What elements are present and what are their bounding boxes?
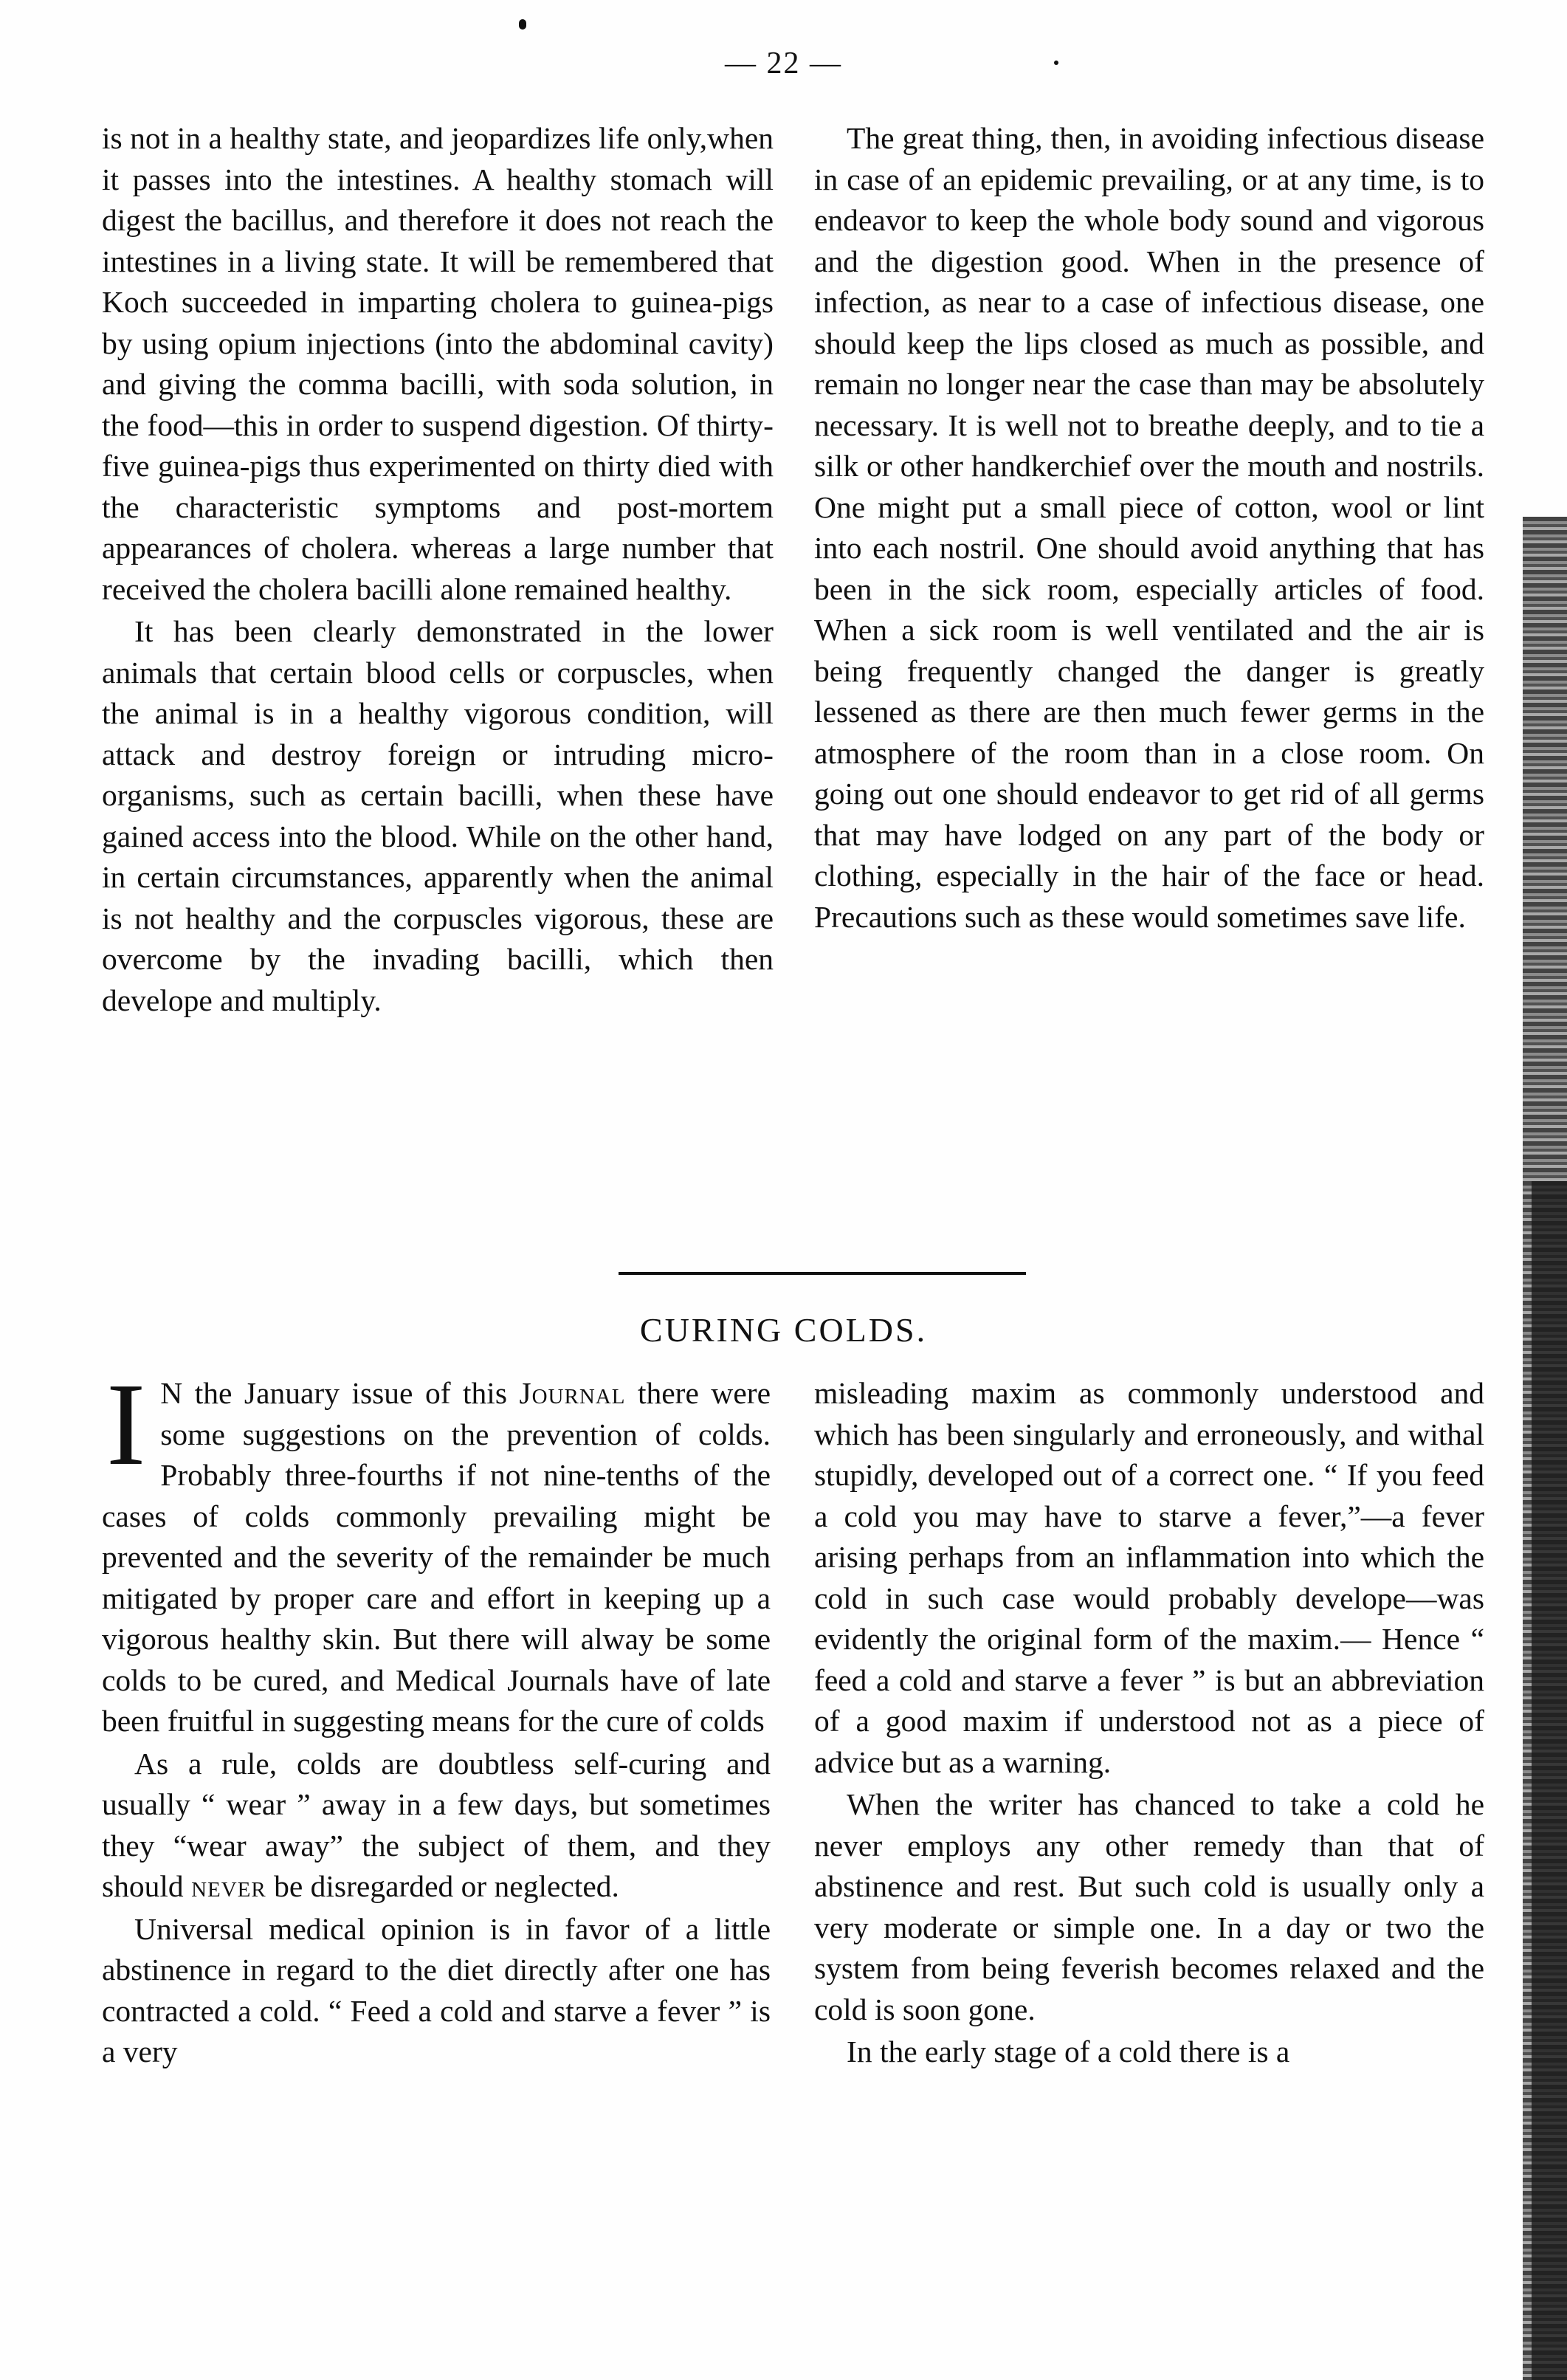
paragraph bbox=[102, 1744, 771, 1908]
paragraph: Universal medical opinion is in favor of a little abstinence in regard to the diet directly after one has contracted a cold. “ Feed a cold and starve a fever ” is a very bbox=[102, 1911, 771, 2068]
page-number: — 22 — bbox=[725, 47, 842, 80]
paragraph: is not in a healthy state, and jeopardizes life only,when it passes into the intestines. A healthy stomach will digest the bacillus, and therefore it does not reach the intestines in a living state. It will be remembered that Koch succeeded in imparting cholera to guinea-pigs by using opium injections (into the abdominal cavity) and giving the comma bacilli, with soda solution, in the food—this in order to suspend digestion. Of thirty-five guinea-pigs thus experimented on thirty died with the characteristic symptoms and post-mortem appearances of cholera. whereas a large number that received the cholera bacilli alone remained healthy. bbox=[102, 121, 774, 606]
paragraph: When the writer has chanced to take a cold he never employs any other remedy than that of abstinence and rest. But such cold is usually only a very moderate or simple one. In a day or two the system from being feverish becomes relaxed and the cold is soon gone. bbox=[814, 1787, 1484, 2026]
journal-name: Journal bbox=[519, 1376, 626, 1410]
text-run: N the January issue of this bbox=[160, 1376, 520, 1410]
paragraph: The great thing, then, in avoiding infectious disease in case of an epidemic prevailing, or at any time, is to endeavor to keep the whole body sound and vigorous and the digestion good. When in the presence of infection, as near to a case of infectious disease, one should keep the lips closed as much as possible, and remain no longer near the case than may be absolutely necessary. It is well not to breathe deeply, and to tie a silk or other handkerchief over the mouth and nostrils. One might put a small piece of cotton, wool or lint into each nostril. One should avoid anything that has been in the sick room, especially articles of food. When a sick room is well ventilated and the air is being frequently changed the danger is greatly lessened as there are then much fewer germs in the atmosphere of the room than in a close room. On going out one should endeavor to get rid of all germs that may have lodged on any part of the body or clothing, especially in the hair of the face or head. Precautions such as these would sometimes save life. bbox=[814, 121, 1484, 934]
drop-cap: I bbox=[106, 1358, 146, 1490]
text-run: there were some suggestions on the prevention of colds. Probably three-fourths if not nine-tenths of the cases of colds commonly prevailing might be prevented and the severity of the remainder be much mitigated by proper care and effort in keeping up a vigorous healthy skin. But there will alway be some colds to be cured, and Medical Journals have of late been fruitful in suggesting means for the cure of colds bbox=[102, 1376, 771, 1738]
paragraph: In the early stage of a cold there is a bbox=[847, 2035, 1290, 2068]
bottom-left-column bbox=[102, 1358, 771, 2073]
paragraph: misleading maxim as commonly understood and which has been singularly and erroneously, and withal stupidly, developed out of a correct one. “ If you feed a cold you may have to starve a fever,”—a fever arising perhaps from an inflammation into which the cold in such case would probably develope—was evidently the original form of the maxim.— Hence “ feed a cold and starve a fever ” is but an abbreviation of a good maxim if understood not as a piece of advice but as a warning. bbox=[814, 1376, 1484, 1779]
paragraph: It has been clearly demonstrated in the lower animals that certain blood cells or corpuscles, when the animal is in a healthy vigorous condition, will attack and destroy foreign or intruding micro-organisms, such as certain bacilli, when these have gained access into the blood. While on the other hand, in certain circumstances, apparently when the animal is not healthy and the corpuscles vigorous, these are overcome by the invading bacilli, which then develope and multiply. bbox=[102, 614, 774, 1017]
emphasis-never: never bbox=[191, 1869, 266, 1903]
print-speck bbox=[519, 19, 526, 30]
article-heading: CURING COLDS. bbox=[639, 1311, 928, 1349]
bottom-right-column bbox=[814, 1373, 1484, 2073]
text-run: be disregarded or neglected. bbox=[266, 1869, 619, 1903]
text-run: As a rule, colds are doubtless self-curing and usually “ wear ” away in a few days, but sometimes they “wear away” the subject of them, and they should bbox=[102, 1746, 771, 1903]
top-left-column bbox=[102, 118, 774, 1021]
top-right-column bbox=[814, 118, 1484, 938]
paragraph bbox=[102, 1358, 771, 1742]
section-divider bbox=[619, 1272, 1026, 1275]
scan-edge-shadow bbox=[1532, 1181, 1567, 2380]
